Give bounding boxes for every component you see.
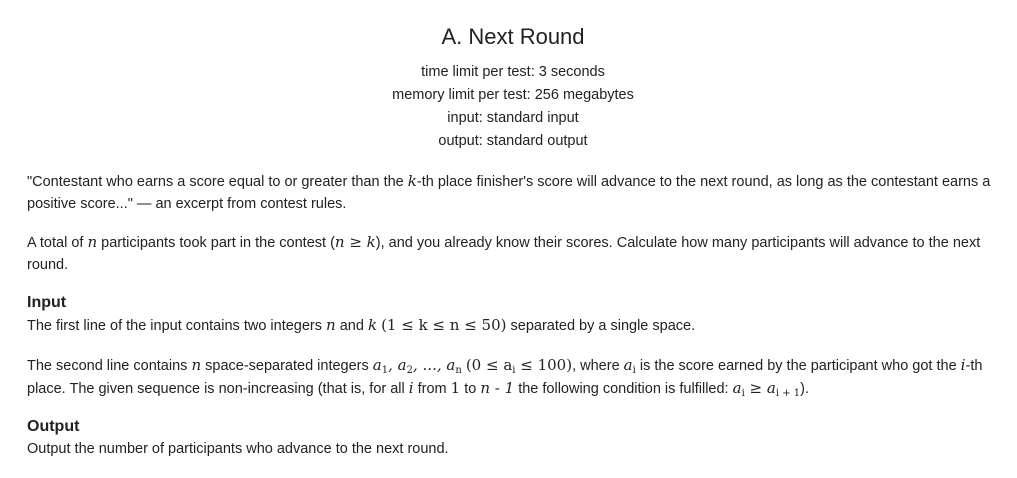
input-specification (27, 292, 999, 400)
legend-paragraph-1 (27, 170, 999, 215)
input-text: from (413, 381, 451, 397)
legend-text: -th place finisher's score will advance to the next round, as long as the contestant earns a positive score..." — an excerpt from contest rules. (27, 174, 991, 212)
legend-text: A total of (27, 235, 88, 251)
math-subscript: 1 (381, 365, 389, 376)
math-subscript: i (512, 365, 516, 376)
legend-text: participants took part in the contest ( (97, 235, 335, 251)
output-specification (27, 416, 999, 460)
math-condition (733, 379, 801, 397)
memory-limit: memory limit per test: 256 megabytes (392, 87, 634, 103)
time-limit: time limit per test: 3 seconds (421, 64, 605, 80)
math-var-a: a (446, 356, 456, 374)
input-text: the following condition is fulfilled: (514, 381, 733, 397)
math-var-i: i (408, 379, 414, 397)
math-a-i (624, 356, 636, 374)
input-file: input: standard input (447, 110, 579, 126)
math-constraint: (1 ≤ k ≤ n ≤ 50) (381, 316, 507, 334)
input-line-2 (27, 354, 999, 400)
math-var-a: a (766, 379, 776, 397)
math-geq: ≥ (744, 379, 767, 397)
problem-header (27, 0, 999, 153)
math-var-k: k (367, 316, 378, 334)
math-var-a: a (623, 356, 633, 374)
input-text: space-separated integers (201, 358, 373, 374)
math-subscript: 2 (406, 365, 413, 376)
output-text: Output the number of participants who advance to the next round. (27, 441, 449, 457)
input-text: The second line contains (27, 358, 192, 374)
input-text: -th place. The given sequence is non-increasing (that is, for all (27, 358, 983, 397)
input-text: ). (800, 381, 809, 397)
math-range-end: ≤ 100) (515, 356, 573, 374)
output-file: output: standard output (438, 133, 588, 149)
input-text: , where (572, 358, 624, 374)
math-var-n: n (87, 233, 98, 251)
math-var-a: a (732, 379, 742, 397)
output-section-title: Output (27, 418, 80, 435)
math-subscript: n (455, 365, 462, 376)
legend-text: "Contestant who earns a score equal to or greater than the (27, 174, 408, 190)
problem-legend (27, 170, 999, 276)
math-subscript: i (741, 388, 745, 399)
problem-title: A. Next Round (441, 24, 585, 49)
math-var-a: a (372, 356, 382, 374)
math-number: 1 (450, 379, 461, 397)
math-var-n: n (191, 356, 202, 374)
input-text: The first line of the input contains two integers (27, 318, 327, 334)
math-n-minus-1: n - 1 (480, 379, 515, 397)
math-var-a: a (397, 356, 407, 374)
input-text: to (460, 381, 481, 397)
input-text: is the score earned by the participant who got the (635, 358, 961, 374)
math-subscript: i + 1 (775, 388, 801, 399)
input-text: and (335, 318, 368, 334)
input-section-title: Input (27, 294, 67, 311)
input-text: separated by a single space. (506, 318, 696, 334)
math-var-i: i (960, 356, 966, 374)
math-var-n: n (326, 316, 336, 334)
math-subscript: i (632, 365, 636, 376)
math-range (466, 356, 572, 374)
input-line-1 (27, 314, 999, 337)
legend-paragraph-2 (27, 231, 999, 276)
math-range-start: (0 ≤ a (465, 356, 513, 374)
math-var-k: k (407, 172, 417, 190)
legend-text: ), and you already know their scores. Calculate how many participants will advance to the next round. (27, 235, 981, 273)
math-n-geq-k: n ≥ k (334, 233, 376, 251)
math-sequence: $a_1$, $a_2$, ..., $a_n$ (372, 356, 462, 376)
